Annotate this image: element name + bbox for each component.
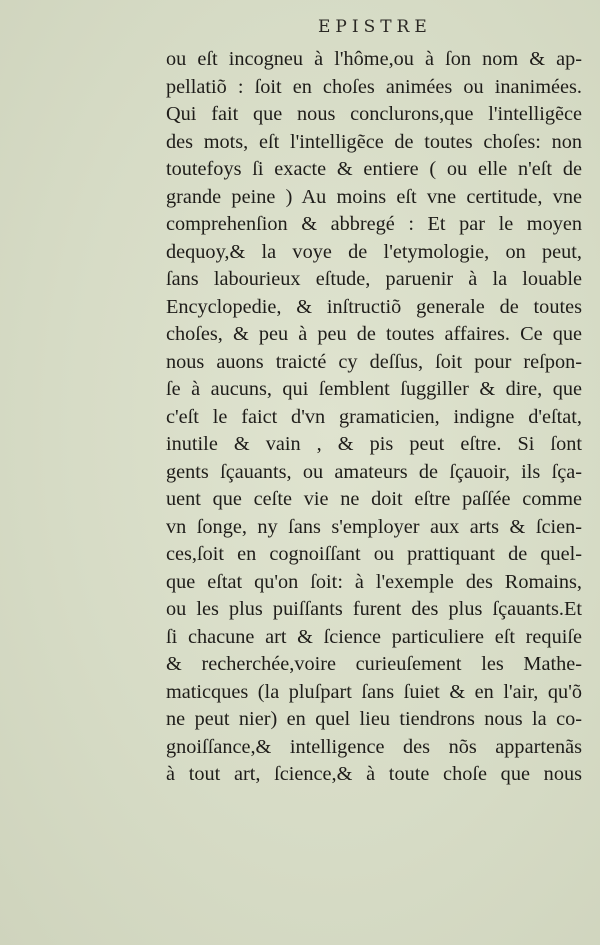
text-line: des mots, eſt l'intelligẽce de toutes choſes: non: [166, 130, 582, 153]
text-line: ſans labourieux eſtude, paruenir à la louable: [166, 268, 582, 290]
text-line: vn ſonge, ny ſans s'employer aux arts & ſcien-: [166, 515, 582, 538]
text-line: toutefoys ſi exacte & entiere ( ou elle n'eſt de: [166, 158, 582, 180]
text-line: & recherchée,voire curieuſement les Mathe-: [166, 653, 582, 675]
text-line: gnoiſſance,& intelligence des nõs appartenãs: [166, 735, 582, 758]
text-line: ſi chacune art & ſcience particuliere eſt requiſe: [166, 625, 582, 648]
text-line: ces,ſoit en cognoiſſant ou prattiquant de quel-: [166, 543, 582, 565]
text-line: Qui fait que nous conclurons,que l'intelligẽce: [166, 103, 582, 125]
text-line: Encyclopedie, & inſtructiõ generale de toutes: [166, 295, 582, 318]
text-line: grande peine ) Au moins eſt vne certitude, vne: [166, 185, 582, 208]
running-header: EPISTRE: [318, 17, 432, 37]
text-line: ne peut nier) en quel lieu tiendrons nous la co-: [166, 708, 582, 730]
text-line: nous auons traicté cy deſſus, ſoit pour reſpon-: [166, 350, 582, 373]
text-line: dequoy,& la voye de l'etymologie, on peut,: [166, 240, 582, 263]
text-line: pellatiõ : ſoit en choſes animées ou inanimées.: [166, 75, 582, 98]
text-line: choſes, & peu à peu de toutes affaires. Ce que: [166, 323, 582, 345]
body-text: [166, 46, 582, 789]
text-line: inutile & vain , & pis peut eſtre. Si ſont: [166, 433, 582, 455]
text-line: uent que ceſte vie ne doit eſtre paſſée comme: [166, 488, 582, 510]
text-line: c'eſt le faict d'vn gramaticien, indigne d'eſtat,: [166, 405, 582, 428]
text-line: ou eſt incogneu à l'hôme,ou à ſon nom & ap-: [166, 48, 582, 70]
text-line: ou les plus puiſſants furent des plus ſçauants.Et: [166, 598, 582, 620]
text-line: ſe à aucuns, qui ſemblent ſuggiller & dire, que: [166, 378, 582, 400]
text-line: gents ſçauants, ou amateurs de ſçauoir, ils ſça-: [166, 460, 582, 483]
text-line: comprehenſion & abbregé : Et par le moyen: [166, 213, 582, 235]
text-line: à tout art, ſcience,& à toute choſe que nous: [166, 763, 582, 785]
text-line: maticques (la pluſpart ſans ſuiet & en l'air, qu'õ: [166, 680, 582, 703]
text-line: que eſtat qu'on ſoit: à l'exemple des Romains,: [166, 570, 582, 593]
